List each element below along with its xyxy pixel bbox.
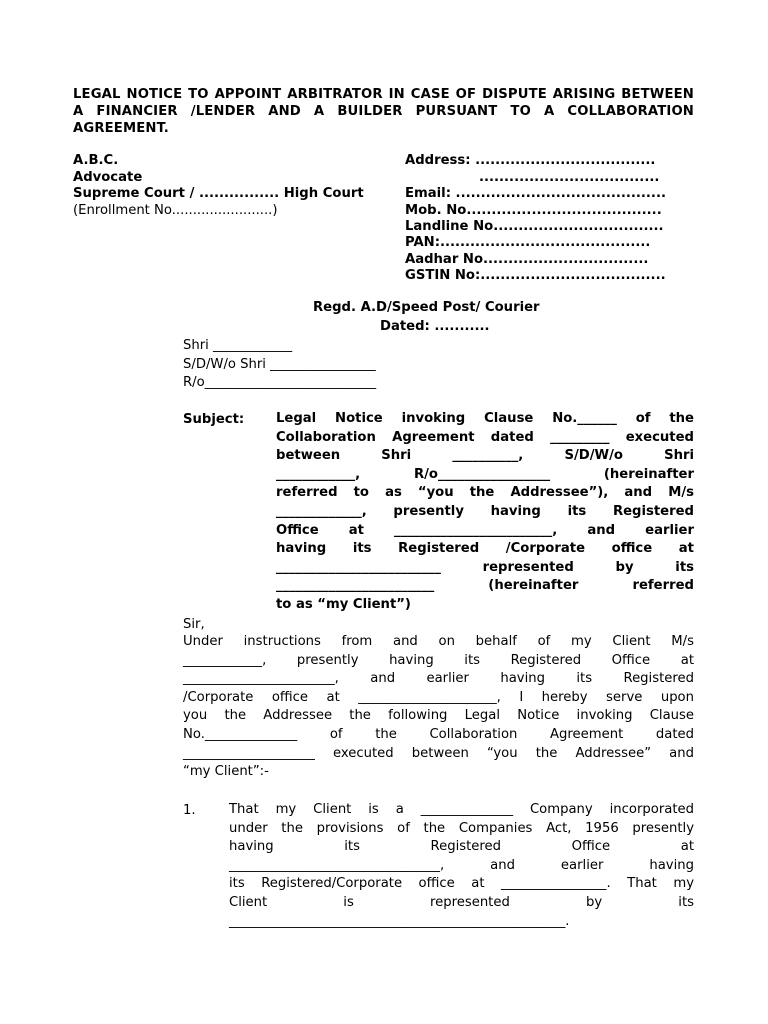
dispatch-date: Dated: ........... — [380, 319, 490, 334]
subject-line: referred to as “you the Addressee”), and M/s — [276, 485, 694, 501]
sender-court: Supreme Court / ................ High Court — [73, 186, 364, 201]
point-line: under the provisions of the Companies Act, 1956 presently — [229, 820, 694, 836]
sender-name: A.B.C. — [73, 153, 119, 168]
point-line: its Registered/Corporate office at ________________. That my — [229, 876, 694, 892]
subject-line: Collaboration Agreement dated _________ executed — [276, 429, 694, 445]
contact-email: Email: .......................................... — [405, 186, 666, 201]
addressee-relation: S/D/W/o Shri ________________ — [183, 357, 376, 372]
subject-line: _____________, presently having its Registered — [276, 503, 694, 519]
contact-aadhar: Aadhar No................................. — [405, 252, 649, 267]
body-line: No.______________ of the Collaboration Agreement dated — [183, 726, 694, 742]
body-line: “my Client”:- — [183, 764, 269, 780]
point-line: ___________________________________________________. — [229, 913, 570, 929]
subject-line: Legal Notice invoking Clause No.______ of the — [276, 411, 694, 426]
point-text — [229, 801, 694, 931]
point-line: That my Client is a ______________ Company incorporated — [229, 802, 694, 817]
contact-gstin: GSTIN No:..................................... — [405, 268, 666, 283]
contact-landline: Landline No.................................. — [405, 219, 664, 234]
sender-role: Advocate — [73, 170, 143, 185]
sender-enrollment: (Enrollment No........................) — [73, 203, 278, 218]
body-line: _______________________, and earlier having its Registered — [183, 671, 694, 687]
subject-line: Office at ________________________, and earlier — [276, 522, 694, 538]
subject-line: between Shri __________, S/D/W/o Shri — [276, 448, 694, 464]
subject-text — [276, 410, 694, 615]
body-line: ____________________ executed between “you the Addressee” and — [183, 745, 694, 761]
contact-pan: PAN:.......................................... — [405, 235, 651, 250]
body-line: ____________, presently having its Registered Office at — [183, 652, 694, 668]
subject-line: ____________, R/o_________________ (hereinafter — [276, 466, 694, 482]
body-line: Under instructions from and on behalf of my Client M/s — [183, 634, 694, 649]
point-number: 1. — [183, 803, 196, 818]
contact-mobile: Mob. No....................................... — [405, 203, 662, 218]
body-paragraph — [183, 633, 694, 782]
point-line: Client is represented by its — [229, 894, 694, 910]
salutation: Sir, — [183, 617, 205, 632]
contact-address-continued: .................................... — [479, 170, 660, 185]
subject-line: to as “my Client”) — [276, 596, 411, 612]
dispatch-mode: Regd. A.D/Speed Post/ Courier — [313, 300, 540, 315]
subject-line: having its Registered /Corporate office at — [276, 541, 694, 557]
point-line: having its Registered Office at — [229, 839, 694, 855]
body-line: you the Addressee the following Legal Notice invoking Clause — [183, 708, 694, 724]
subject-line: ________________________ (hereinafter referred — [276, 578, 694, 594]
point-line: ________________________________, and earlier having — [229, 857, 694, 873]
document-title: LEGAL NOTICE TO APPOINT ARBITRATOR IN CASE OF DISPUTE ARISING BETWEEN A FINANCIER /LENDER AND A BUILDER PURSUANT TO A COLLABORATION AGREEMENT. — [73, 87, 694, 136]
addressee-name: Shri ____________ — [183, 338, 293, 353]
addressee-residence: R/o__________________________ — [183, 375, 377, 390]
contact-address: Address: .................................... — [405, 153, 656, 168]
subject-line: _________________________ represented by its — [276, 559, 694, 575]
body-line: /Corporate office at _____________________, I hereby serve upon — [183, 689, 694, 705]
subject-label: Subject: — [183, 412, 245, 427]
